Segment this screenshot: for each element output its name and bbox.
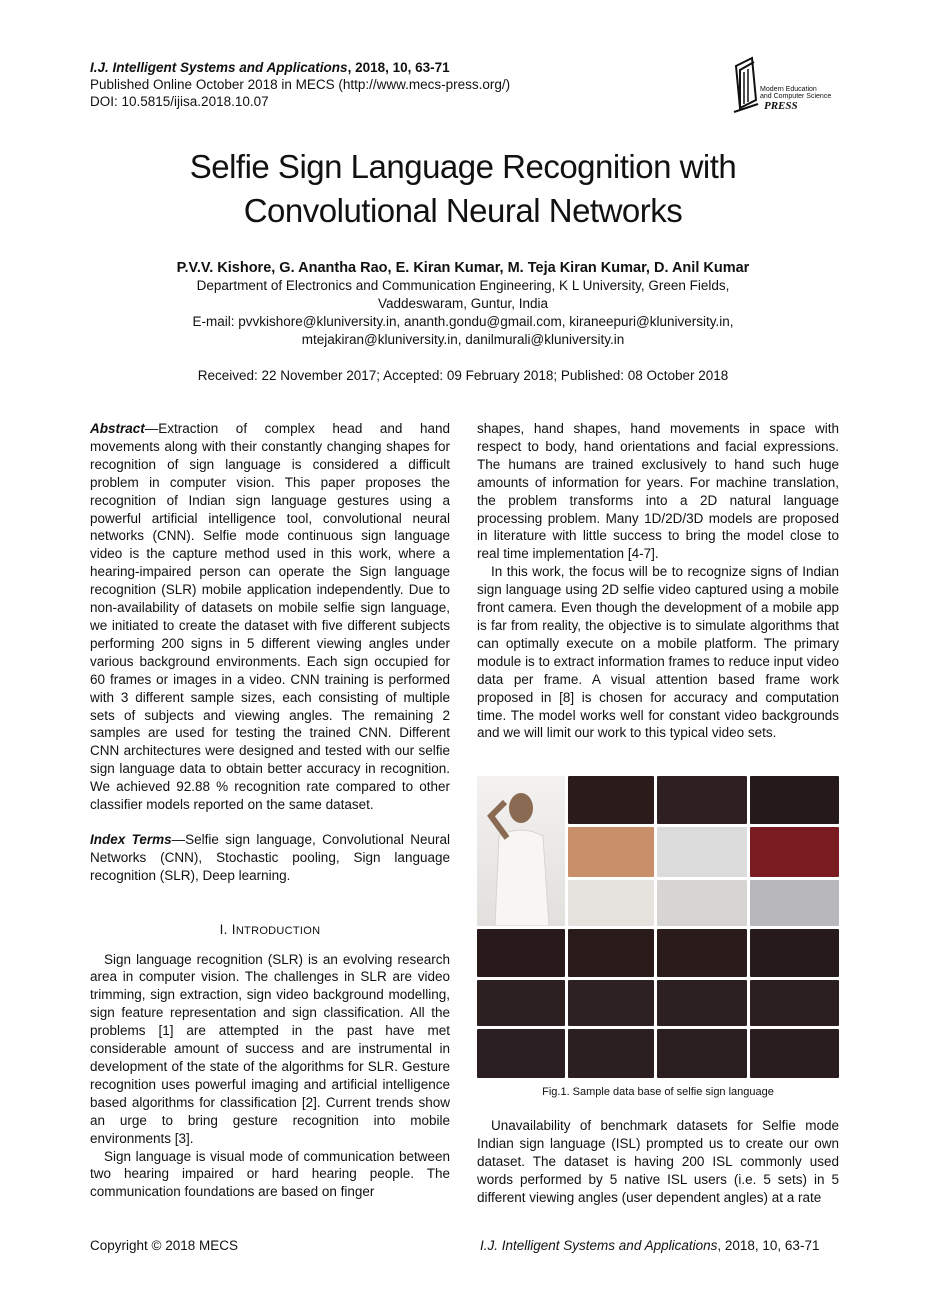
right-paragraph-2: In this work, the focus will be to recognize signs of Indian sign language using 2D selfie video captured using a mobile front camera. Even though the development of a mobile app is far from reality, the objective is to simulate algorithms that can optimally execute on a mobile platform. The primary module is to extract information frames to reduce input video data per frame. A visual attention based frame work proposed in [8] is chosen for accuracy and computation time. The model works well for constant video backgrounds and we will limit our work to this typical video sets.	[477, 564, 839, 741]
journal-name: I.J. Intelligent Systems and Applications	[90, 60, 348, 75]
index-terms-text: —Selfie sign language, Convolutional Neural Networks (CNN), Stochastic pooling, Sign language recognition (SLR), Deep learning.	[90, 831, 450, 883]
intro-paragraph-1: Sign language recognition (SLR) is an evolving research area in computer vision. The challenges in SLR are video trimming, sign extraction, sign video background modelling, sign feature representation and sign classification. All the problems [1] are attempted in the past have met considerable amount of success and are instrumental in development of the state of the algorithms for SLR. Gesture recognition uses powerful imaging and artificial intelligence based algorithms for classification [2]. Current trends show an urge to bring gesture recognition into mobile environments [3].	[90, 951, 450, 1146]
logo-line-2: and Computer Science	[760, 93, 832, 100]
title-line-1: Selfie Sign Language Recognition with	[189, 148, 737, 185]
email-line-2: mtejakiran@kluniversity.in, danilmurali@kluniversity.in	[301, 332, 625, 347]
figure-image	[657, 776, 747, 824]
index-terms	[90, 831, 450, 885]
footer-journal-name: I.J. Intelligent Systems and Applications	[480, 1238, 718, 1253]
dates: Received: 22 November 2017; Accepted: 09 February 2018; Published: 08 October 2018	[197, 368, 729, 383]
figure-image	[750, 929, 839, 977]
figure-image	[477, 980, 565, 1026]
right-paragraph-3: Unavailability of benchmark datasets for Selfie mode Indian sign language (ISL) prompted us to create our own dataset. The dataset is having 200 ISL commonly used words performed by 5 native ISL users (i.e. 5 sets) in 5 different viewing angles (user dependent angles) at a rate	[477, 1118, 839, 1205]
section-heading	[90, 921, 450, 941]
figure-image	[568, 1029, 654, 1078]
figure-image	[568, 827, 654, 877]
figure-image	[657, 827, 747, 877]
abstract-text: —Extraction of complex head and hand movements along with their constantly changing shapes for recognition of sign language is considered a difficult problem in computer vision. This paper proposes the recognition of Indian sign language gestures using a powerful artificial intelligence tool, convolutional neural networks (CNN). Selfie mode continuous sign language video is the capture method used in this work, where a hearing-impaired person can operate the Sign language recognition (SLR) mobile application independently. Due to non-availability of datasets on mobile selfie sign language, we initiated to create the dataset with five different subjects performing 200 signs in 5 different viewing angles under various background environments. Each sign occupied for 60 frames or images in a video. CNN training is performed with 3 different sample sizes, each consisting of multiple sets of subjects and viewing angles. The remaining 2 samples are used for testing the trained CNN. Different CNN architectures were designed and tested with our selfie sign language data to obtain better accuracy in recognition. We achieved 92.88 % recognition rate compared to other classifier models reported on the same dataset.	[90, 421, 450, 813]
figure-image	[657, 880, 747, 926]
paper-title	[60, 145, 866, 233]
footer-journal	[480, 1238, 819, 1253]
logo-line-1: Modern Education	[760, 86, 817, 93]
title-line-2: Convolutional Neural Networks	[243, 192, 683, 229]
authors: P.V.V. Kishore, G. Anantha Rao, E. Kiran Kumar, M. Teja Kiran Kumar, D. Anil Kumar	[176, 260, 750, 276]
signer-silhouette-icon	[477, 776, 565, 926]
right-column	[477, 420, 839, 742]
figure-caption: Fig.1. Sample data base of selfie sign language	[542, 1086, 774, 1098]
index-terms-label: Index Terms	[90, 831, 172, 847]
figure-image	[750, 980, 839, 1026]
logo-press: PRESS	[764, 100, 798, 112]
section-num: I. I	[219, 921, 236, 937]
figure-image	[568, 980, 654, 1026]
book-icon	[732, 56, 762, 114]
right-paragraph-1: shapes, hand shapes, hand movements in space with respect to body, hand orientations and facial expressions. The humans are trained exclusively to hand such huge amounts of information for years. For machine translation, the problem transforms into a 2D natural language processing problem. Many 1D/2D/3D models are proposed in literature with little success to bring the model close to real time implementation [4-7].	[477, 421, 839, 562]
figure-sample-database	[477, 776, 839, 1078]
figure-image	[568, 929, 654, 977]
doi: DOI: 10.5815/ijisa.2018.10.07	[90, 94, 269, 109]
left-column	[90, 420, 450, 1201]
figure-image	[750, 880, 839, 926]
abstract	[90, 420, 450, 814]
figure-image	[657, 1029, 747, 1078]
journal-issue: , 2018, 10, 63-71	[347, 60, 450, 75]
affiliation-line-2: Vaddeswaram, Guntur, India	[377, 296, 549, 311]
figure-image	[477, 929, 565, 977]
figure-image	[477, 1029, 565, 1078]
figure-image	[568, 880, 654, 926]
figure-image	[750, 1029, 839, 1078]
affiliation-line-1: Department of Electronics and Communication Engineering, K L University, Green Fields,	[196, 278, 730, 293]
published-online: Published Online October 2018 in MECS (http://www.mecs-press.org/)	[90, 77, 511, 92]
figure-image	[657, 980, 747, 1026]
publisher-logo	[732, 56, 842, 114]
section-title: NTRODUCTION	[235, 924, 321, 937]
figure-image	[568, 776, 654, 824]
figure-image	[657, 929, 747, 977]
footer-copyright: Copyright © 2018 MECS	[90, 1238, 239, 1253]
intro-paragraph-2: Sign language is visual mode of communication between two hearing impaired or hard hearing people. The communication foundations are based on finger	[90, 1148, 450, 1200]
figure-image	[750, 827, 839, 877]
figure-image	[477, 776, 565, 926]
email-line-1: E-mail: pvvkishore@kluniversity.in, ananth.gondu@gmail.com, kiraneepuri@kluniversity.in,	[192, 314, 734, 329]
footer-journal-issue: , 2018, 10, 63-71	[717, 1238, 820, 1253]
abstract-label: Abstract	[90, 421, 145, 436]
figure-image	[750, 776, 839, 824]
journal-line	[90, 60, 450, 76]
